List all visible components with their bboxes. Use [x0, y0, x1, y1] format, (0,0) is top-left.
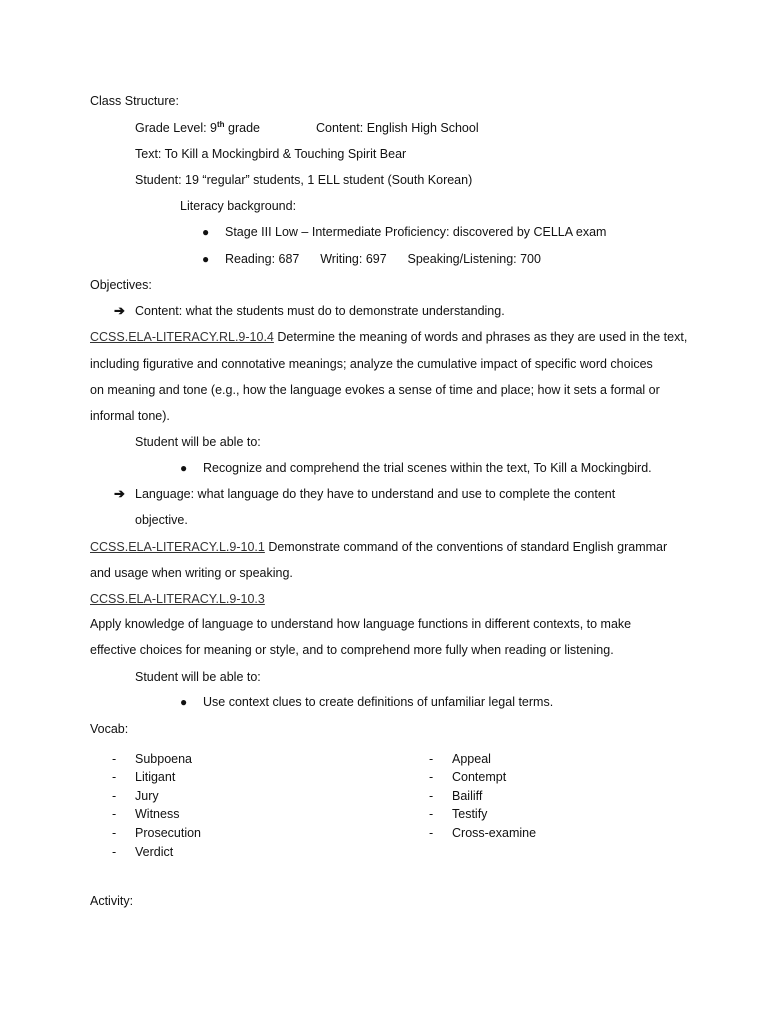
vocab-heading: Vocab: — [90, 722, 129, 736]
vocab-term: Litigant — [135, 770, 176, 784]
bullet-icon: ● — [180, 461, 188, 475]
list-dash: - — [112, 807, 117, 821]
vocab-term: Prosecution — [135, 826, 202, 840]
list-dash: - — [112, 845, 117, 859]
list-dash: - — [112, 770, 117, 784]
grade-level — [135, 120, 260, 136]
objectives-heading: Objectives: — [90, 278, 152, 292]
standard-l3-line2: effective choices for meaning or style, and to comprehend more fully when reading or listening. — [90, 643, 614, 657]
literacy-background-label: Literacy background: — [180, 199, 297, 213]
vocab-term: Appeal — [452, 752, 491, 766]
language-objective-line2: objective. — [135, 513, 188, 527]
standard-rl-link[interactable]: CCSS.ELA-LITERACY.RL.9-10.4 — [90, 330, 274, 344]
standard-l3-link-line — [90, 591, 265, 607]
literacy-scores: Reading: 687 Writing: 697 Speaking/Listening: 700 — [225, 252, 541, 266]
grade-level-suffix: grade — [224, 121, 261, 135]
swbat-item: Use context clues to create definitions of unfamiliar legal terms. — [203, 695, 554, 709]
swbat-label: Student will be able to: — [135, 670, 261, 684]
standard-l1-line2: and usage when writing or speaking. — [90, 566, 293, 580]
content-objective: Content: what the students must do to demonstrate understanding. — [135, 304, 505, 318]
vocab-term: Witness — [135, 807, 180, 821]
standard-l1-link[interactable]: CCSS.ELA-LITERACY.L.9-10.1 — [90, 540, 265, 554]
list-dash: - — [112, 826, 117, 840]
bullet-icon: ● — [202, 252, 210, 266]
standard-rl-line3: on meaning and tone (e.g., how the language evokes a sense of time and place; how it sets a formal or — [90, 383, 660, 397]
list-dash: - — [429, 770, 434, 784]
list-dash: - — [429, 752, 434, 766]
standard-l3-link[interactable]: CCSS.ELA-LITERACY.L.9-10.3 — [90, 592, 265, 606]
standard-l1-text: Demonstrate command of the conventions of standard English grammar — [264, 540, 668, 554]
vocab-term: Subpoena — [135, 752, 193, 766]
literacy-item: Stage III Low – Intermediate Proficiency: discovered by CELLA exam — [225, 225, 607, 239]
list-dash: - — [429, 826, 434, 840]
standard-rl-text: Determine the meaning of words and phrases as they are used in the text, — [273, 330, 688, 344]
standard-rl-line1 — [90, 329, 687, 345]
arrow-right-icon: ➔ — [114, 486, 125, 501]
grade-level-prefix: Grade Level: 9 — [135, 121, 217, 135]
vocab-term: Contempt — [452, 770, 507, 784]
standard-l1-line1 — [90, 539, 667, 555]
standard-rl-line2: including figurative and connotative meanings; analyze the cumulative impact of specific word choices — [90, 357, 653, 371]
text-titles: Text: To Kill a Mockingbird & Touching Spirit Bear — [135, 147, 407, 161]
list-dash: - — [429, 789, 434, 803]
content-area: Content: English High School — [316, 121, 479, 135]
list-dash: - — [429, 807, 434, 821]
swbat-label: Student will be able to: — [135, 435, 261, 449]
vocab-term: Verdict — [135, 845, 174, 859]
bullet-icon: ● — [202, 225, 210, 239]
bullet-icon: ● — [180, 695, 188, 709]
arrow-right-icon: ➔ — [114, 303, 125, 318]
vocab-term: Testify — [452, 807, 488, 821]
class-structure-heading: Class Structure: — [90, 94, 179, 108]
list-dash: - — [112, 789, 117, 803]
standard-rl-line4: informal tone). — [90, 409, 170, 423]
swbat-item: Recognize and comprehend the trial scenes within the text, To Kill a Mockingbird. — [203, 461, 652, 475]
grade-level-sup: th — [217, 119, 225, 129]
list-dash: - — [112, 752, 117, 766]
vocab-term: Jury — [135, 789, 159, 803]
vocab-term: Cross-examine — [452, 826, 537, 840]
standard-l3-line1: Apply knowledge of language to understand how language functions in different contexts, to make — [90, 617, 632, 631]
activity-heading: Activity: — [90, 894, 134, 908]
student-info: Student: 19 “regular” students, 1 ELL student (South Korean) — [135, 173, 473, 187]
language-objective-line1: Language: what language do they have to understand and use to complete the content — [135, 487, 616, 501]
vocab-term: Bailiff — [452, 789, 483, 803]
